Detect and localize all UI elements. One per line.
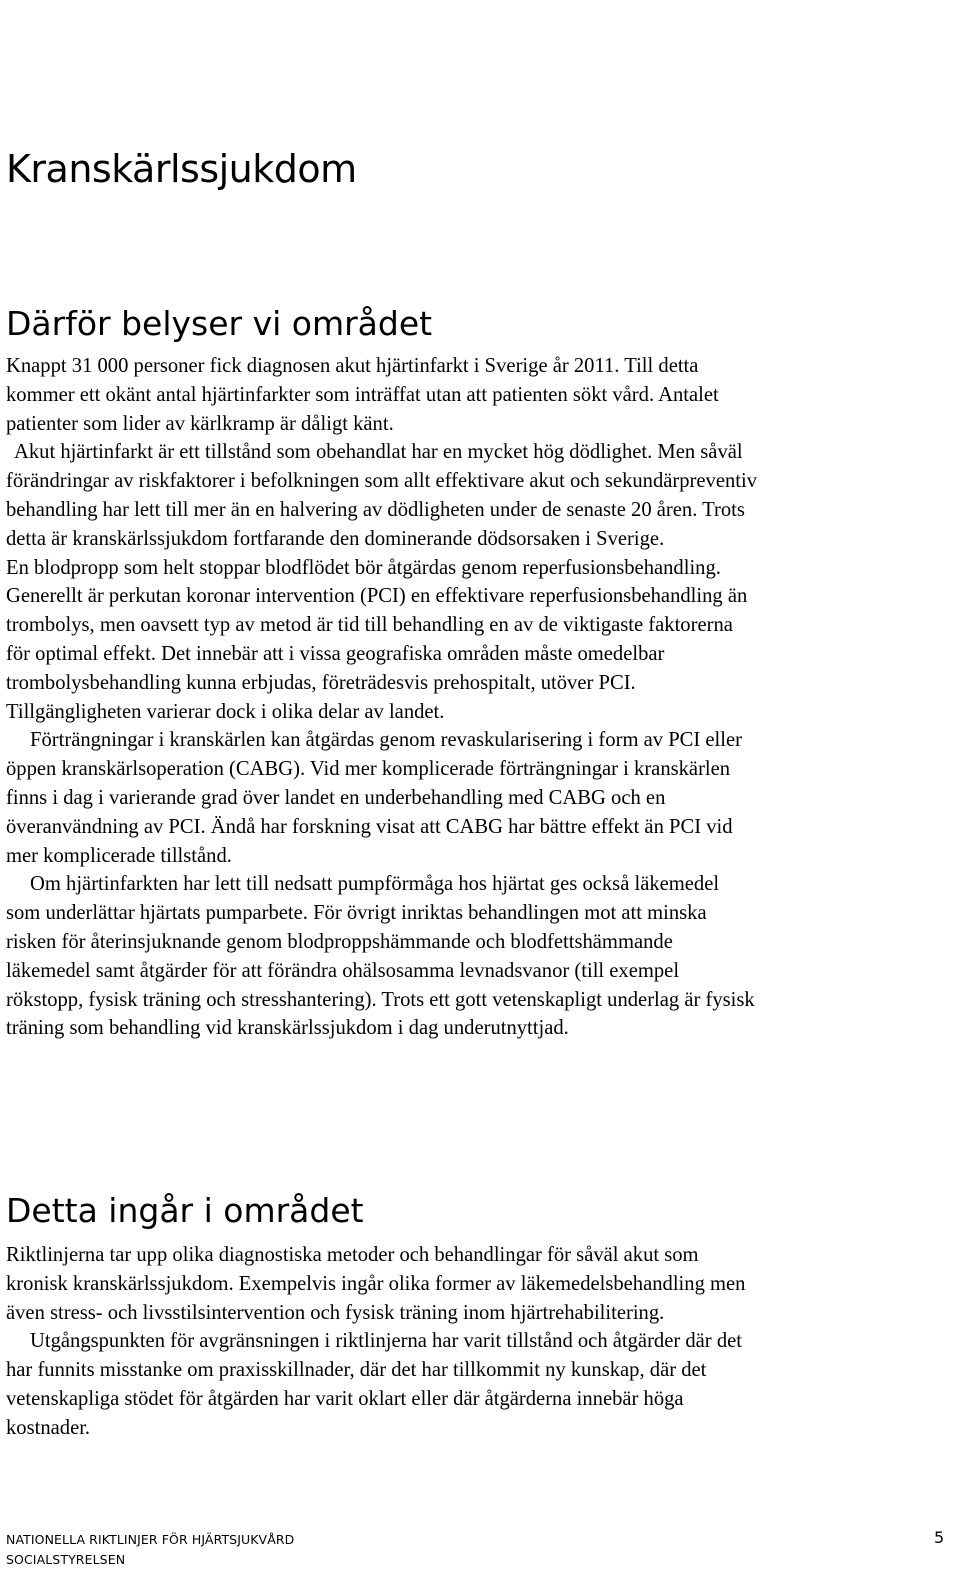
page-title: Kranskärlssjukdom [6, 147, 357, 191]
footer-publisher: SOCIALSTYRELSEN [6, 1552, 126, 1567]
paragraph: Förträngningar i kranskärlen kan åtgärdas genom revaskularisering i form av PCI eller öppen kranskärlsoperation (CABG). Vid mer komplicerade förträngningar i kranskärlen finns i dag i varierande grad över landet en underbehandling med CABG och en överanvändning av PCI. Ändå har forskning visat att CABG har bättre effekt än PCI vid mer komplicerade tillstånd. [6, 729, 742, 867]
section-body-darfor [6, 352, 758, 1043]
footer [6, 1530, 294, 1570]
section-heading-detta: Detta ingår i området [6, 1191, 364, 1230]
paragraph: Om hjärtinfarkten har lett till nedsatt pumpförmåga hos hjärtat ges också läkemedel som underlättar hjärtats pumparbete. För övrigt inriktas behandlingen mot att minska risken för återinsjuknande genom blodproppshämmande och blodfettshämmande läkemedel samt åtgärder för att förändra ohälsosamma levnadsvanor (till exempel rökstopp, fysisk träning och stresshantering). Trots ett gott vetenskapligt underlag är fysisk träning som behandling vid kranskärlssjukdom i dag underutnyttjad. [6, 873, 755, 1040]
footer-publication-title: NATIONELLA RIKTLINJER FÖR HJÄRTSJUKVÅRD [6, 1532, 295, 1547]
page-number: 5 [934, 1528, 945, 1547]
paragraph: Utgångspunkten för avgränsningen i riktlinjerna har varit tillstånd och åtgärder där det har funnits misstanke om praxisskillnader, där det har tillkommit ny kunskap, där det vetenskapliga stödet för åtgärden har varit oklart eller där åtgärderna innebär höga kostnader. [6, 1330, 742, 1439]
paragraph: Akut hjärtinfarkt är ett tillstånd som obehandlat har en mycket hög dödlighet. Men såväl förändringar av riskfaktorer i befolkningen som allt effektivare akut och sekundärpreventiv behandling har lett till mer än en halvering av dödligheten under de senaste 20 åren. Trots detta är kranskärlssjukdom fortfarande den dominerande dödsorsaken i Sverige. [6, 441, 758, 550]
section-heading-darfor: Därför belyser vi området [6, 304, 433, 343]
paragraph: Knappt 31 000 personer fick diagnosen akut hjärtinfarkt i Sverige år 2011. Till detta kommer ett okänt antal hjärtinfarkter som inträffat utan att patienten sökt vård. Antalet patienter som lider av kärlkramp är dåligt känt. [6, 355, 719, 435]
paragraph: Riktlinjerna tar upp olika diagnostiska metoder och behandlingar för såväl akut som kronisk kranskärlssjukdom. Exempelvis ingår olika former av läkemedelsbehandling men även stress- och livsstilsintervention och fysisk träning inom hjärtrehabilitering. [6, 1244, 746, 1324]
paragraph: En blodpropp som helt stoppar blodflödet bör åtgärdas genom reperfusionsbehandling. Generellt är perkutan koronar intervention (PCI) en effektivare reperfusionsbehandling än trombolys, men oavsett typ av metod är tid till behandling en av de viktigaste faktorerna för optimal effekt. Det innebär att i vissa geografiska områden måste omedelbar trombolysbehandling kunna erbjudas, företrädesvis prehospitalt, utöver PCI. Tillgängligheten varierar dock i olika delar av landet. [6, 556, 748, 723]
section-body-detta [6, 1241, 758, 1443]
